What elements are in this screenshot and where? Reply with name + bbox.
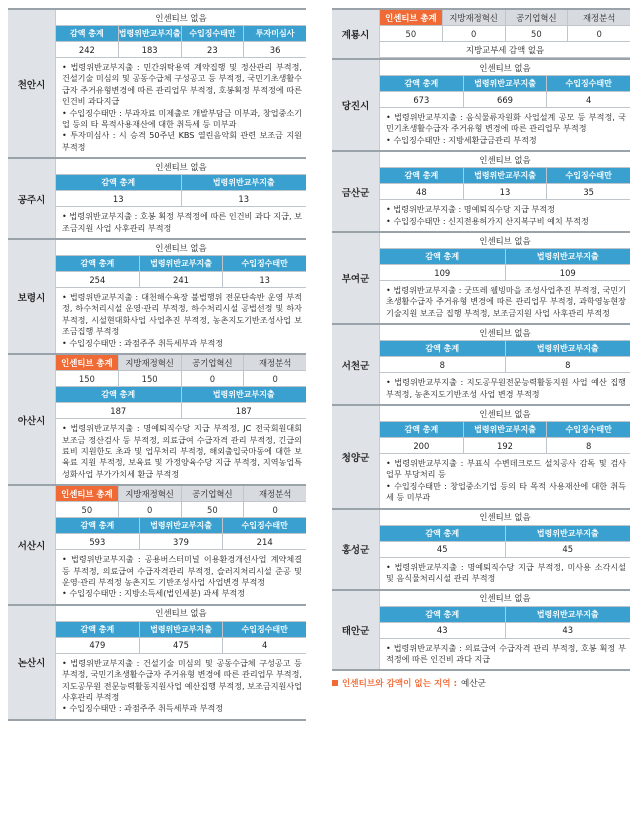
- reduction-header-row: [380, 76, 630, 92]
- region-notes: [380, 281, 630, 323]
- reduction-header-row-cell: 수입징수태만: [546, 422, 630, 437]
- region-notes: [56, 288, 306, 353]
- reduction-value-row-cell: 214: [222, 534, 306, 549]
- region-body: [380, 325, 630, 404]
- reduction-header-row-cell: 감액 총계: [380, 76, 463, 91]
- reduction-header-row-cell: 감액 총계: [56, 518, 139, 533]
- incentive-header-row: [56, 486, 306, 502]
- reduction-value-row-cell: 475: [139, 638, 223, 653]
- reduction-value-row-cell: 4: [222, 638, 306, 653]
- region-block: [332, 323, 630, 404]
- note-item: • 법령위반교부지출 : 민간위탁용역 계약집행 및 정산관리 부적정, 건설기술 미심의 및 공동수급체 구성공고 등 부적정, 국민기초생활수급자 주거유형변경에 따른 관리업무 부적정, 호봉획정 부적정에 따른 인건비 과다지급: [62, 62, 302, 107]
- region-block: [8, 604, 306, 721]
- no-incentive-row: [56, 159, 306, 175]
- region-notes: [56, 58, 306, 157]
- reduction-value-row-cell: 13: [181, 191, 307, 206]
- reduction-value-row: [56, 638, 306, 654]
- incentive-value-row-cell: 150: [118, 371, 181, 386]
- incentive-header-row-cell: 인센티브 총계: [380, 10, 442, 25]
- no-incentive-row: [380, 233, 630, 249]
- no-incentive-label: 인센티브 없음: [155, 12, 207, 23]
- note-item: • 투자미심사 : 시 승격 50주년 KBS 열린음악회 관련 보조금 지원 부적정: [62, 130, 302, 152]
- incentive-header-row: [380, 10, 630, 26]
- reduction-header-row-cell: 감액 총계: [380, 341, 505, 356]
- no-incentive-label: 인센티브 없음: [479, 327, 531, 338]
- region-name: 당진시: [332, 60, 380, 150]
- reduction-header-row-cell: 법령위반교부지출: [181, 175, 307, 190]
- incentive-value-row: [56, 502, 306, 518]
- region-name: 논산시: [8, 606, 56, 719]
- reduction-header-row-cell: 법령위반교부지출: [181, 387, 307, 402]
- reduction-header-row-cell: 법령위반교부지출: [463, 168, 547, 183]
- note-item: • 법령위반교부지출 : 굿뜨레 웰빙마을 조성사업추진 부적정, 국민기초생활수급자 주거유형 변경에 따른 관리업무 부적정, 과학영농현장기술지원 보조금 집행 부적정, 보조금지원 사업 사후관리 부적정: [386, 285, 626, 318]
- region-block: [8, 157, 306, 238]
- region-block: [332, 58, 630, 150]
- reduction-header-row-cell: 법령위반교부지출: [505, 607, 631, 622]
- reduction-value-row-cell: 35: [546, 184, 630, 199]
- region-block: [332, 150, 630, 231]
- incentive-header-row: [56, 355, 306, 371]
- incentive-value-row-cell: 50: [81, 504, 93, 515]
- region-block: [332, 404, 630, 508]
- note-item: • 법령위반교부지출 : 의료급여 수급자격 관리 부적정, 호봉 획정 부적정에 따른 인건비 과다 지급: [386, 642, 626, 664]
- reduction-value-row: [56, 403, 306, 419]
- region-name: 서천군: [332, 325, 380, 404]
- reduction-value-row-cell: 187: [181, 403, 307, 418]
- reduction-header-row-cell: 수입징수태만: [546, 168, 630, 183]
- reduction-header-row-cell: 법령위반교부지출: [505, 526, 631, 541]
- incentive-value-row-cell: 50: [181, 502, 244, 517]
- reduction-header-row: [56, 518, 306, 534]
- reduction-value-row-cell: 8: [546, 438, 630, 453]
- reduction-value-row: [380, 184, 630, 200]
- region-block: [8, 484, 306, 604]
- region-name: 청양군: [332, 406, 380, 508]
- reduction-header-row-cell: 수입징수태만: [546, 76, 630, 91]
- reduction-header-row-cell: 감액 총계: [380, 526, 505, 541]
- incentive-header-row-cell: 인센티브 총계: [56, 486, 118, 501]
- incentive-value-row: [380, 26, 630, 42]
- reduction-header-row: [380, 168, 630, 184]
- region-block: [332, 508, 630, 589]
- incentive-value-row-cell: 50: [505, 26, 568, 41]
- region-block: [8, 353, 306, 484]
- note-item: • 수입징수태만 : 지방세환급금관리 부적정: [386, 134, 537, 145]
- note-item: • 수입징수태만 : 부과자료 미제출로 개발부담금 미부과, 창업중소기업 등의 타 목적사용재산에 대한 취득세 등 미부과: [62, 107, 302, 130]
- incentive-value-row-cell: 0: [442, 26, 505, 41]
- reduction-header-row-cell: 감액 총계: [380, 249, 505, 264]
- reduction-header-row-cell: 법령위반교부지출: [463, 76, 547, 91]
- region-notes: [380, 639, 630, 670]
- no-incentive-row: [380, 510, 630, 526]
- region-body: [380, 233, 630, 323]
- region-body: [56, 240, 306, 353]
- incentive-value-row-cell: 0: [243, 502, 306, 517]
- reduction-value-row-cell: 241: [139, 272, 223, 287]
- reduction-header-row-cell: 감액 총계: [56, 175, 181, 190]
- reduction-header-row-cell: 수입징수태만: [181, 26, 244, 41]
- region-body: [380, 10, 630, 58]
- no-incentive-label: 인센티브 없음: [479, 593, 531, 603]
- incentive-header-row-cell: 재정분석: [243, 486, 306, 501]
- reduction-header-row-cell: 감액 총계: [380, 168, 463, 183]
- reduction-value-row: [380, 92, 630, 108]
- incentive-value-row-cell: 50: [405, 28, 417, 39]
- reduction-value-row: [380, 542, 630, 558]
- reduction-header-row-cell: 감액 총계: [56, 26, 118, 41]
- region-name: 홍성군: [332, 510, 380, 589]
- region-notes: [56, 207, 306, 238]
- note-item: • 수입징수태만 : 신지전용허가지 산지복구비 예치 부적정: [386, 215, 589, 226]
- region-block: [8, 8, 306, 157]
- region-body: [380, 510, 630, 589]
- region-block: [332, 589, 630, 672]
- region-body: [380, 591, 630, 670]
- incentive-value-row: [56, 371, 306, 387]
- reduction-header-row-cell: 수입징수태만: [222, 518, 306, 533]
- reduction-value-row-cell: 13: [222, 272, 306, 287]
- no-incentive-label: 인센티브 없음: [479, 62, 531, 73]
- reduction-header-row: [380, 607, 630, 623]
- no-incentive-row: [380, 152, 630, 168]
- incentive-header-row-cell: 지방재정혁신: [118, 486, 181, 501]
- no-incentive-row: [56, 240, 306, 256]
- incentive-value-row-cell: 150: [78, 373, 95, 384]
- reduction-header-row-cell: 법령위반교부지출: [505, 341, 631, 356]
- region-name: 태안군: [332, 591, 380, 670]
- reduction-value-row-cell: 479: [89, 640, 106, 651]
- note-item: • 법령위반교부지출 : 공용버스터미널 이용환경개선사업 계약체결 등 부적정, 의료급여 수급자격관리 부적정, 슬러지처리시설 준공 및 운영·관리 부적정 농촌지도 기반조성사업 사업변경 부적정: [62, 554, 302, 587]
- region-notes: [56, 419, 306, 484]
- reduction-value-row: [380, 357, 630, 373]
- reduction-header-row: [56, 256, 306, 272]
- reduction-header-row-cell: 법령위반교부지출: [139, 518, 223, 533]
- reduction-value-row-cell: 43: [505, 623, 631, 638]
- reduction-header-row-cell: 법령위반교부지출: [505, 249, 631, 264]
- reduction-value-row-cell: 43: [436, 625, 448, 635]
- no-incentive-label: 인센티브 없음: [479, 408, 531, 419]
- note-item: • 법령위반교부지출 : 부표식 수변데크로드 설치공사 감독 및 검사 업무 부당처리 등: [386, 458, 626, 480]
- no-incentive-row: [56, 10, 306, 26]
- reduction-value-row: [56, 42, 306, 58]
- region-notes: [380, 454, 630, 508]
- note-item: • 수입징수태만 : 지방소득세(법인세분) 과세 부적정: [62, 588, 246, 599]
- region-body: [380, 60, 630, 150]
- no-incentive-row: [380, 325, 630, 341]
- no-incentive-label: 인센티브 없음: [479, 154, 531, 165]
- right-column: [332, 8, 630, 689]
- reduction-value-row-cell: 254: [89, 274, 106, 285]
- incentive-header-row-cell: 공기업혁신: [505, 10, 568, 25]
- reduction-header-row: [380, 422, 630, 438]
- reduction-value-row-cell: 187: [110, 405, 127, 416]
- note-item: • 법령위반교부지출 : 호봉 획정 부적정에 따른 인건비 과다 지급, 보조금지원 사업 사후관리 부적정: [62, 211, 302, 233]
- note-item: • 법령위반교부지출 : 건설기술 미심의 및 공동수급체 구성공고 등 부적정, 국민기초생활수급자 주거유형 변경에 따른 관리업무 부적정, 지도공무원 전문능력활동지원사업 예산집행 부적정, 보조금지원사업 사후관리 부적정: [62, 657, 302, 702]
- reduction-header-row-cell: 감액 총계: [380, 607, 505, 622]
- incentive-value-row-cell: 0: [118, 502, 181, 517]
- no-incentive-label: 인센티브 없음: [155, 161, 207, 172]
- incentive-value-row-cell: 0: [181, 371, 244, 386]
- reduction-header-row-cell: 법령위반교부지출: [118, 26, 181, 41]
- reduction-header-row-cell: 감액 총계: [380, 422, 463, 437]
- footer-label: 인센티브와 감액이 없는 지역 :: [342, 679, 458, 690]
- reduction-header-row: [56, 622, 306, 638]
- reduction-value-row-cell: 593: [89, 536, 106, 547]
- region-body: [380, 152, 630, 231]
- region-name: 서산시: [8, 486, 56, 604]
- no-incentive-label: 인센티브 없음: [479, 512, 531, 523]
- note-item: • 법령위반교부지출 : 대천해수욕장 불법행위 전문단속반 운영 부적정, 하수처리시설 운영·관리 부적정, 하수처리시설 공법선정 및 하자 부적정, 시설현대화사업 사업추진 부적정, 농촌지도기반조성사업 보조금집행 부적정: [62, 292, 302, 337]
- region-body: [56, 606, 306, 719]
- reduction-value-row-cell: 23: [181, 42, 244, 57]
- region-name: 계룡시: [332, 10, 380, 58]
- reduction-header-row-cell: 수입징수태만: [222, 256, 306, 271]
- region-block: [8, 238, 306, 353]
- reduction-header-row: [380, 249, 630, 265]
- region-name: 보령시: [8, 240, 56, 353]
- reduction-header-row-cell: 감액 총계: [56, 256, 139, 271]
- no-incentive-row: [380, 60, 630, 76]
- reduction-header-row-cell: 법령위반교부지출: [463, 422, 547, 437]
- reduction-value-row-cell: 8: [439, 359, 445, 370]
- region-notes: [380, 108, 630, 150]
- region-body: [380, 406, 630, 508]
- note-item: • 법령위반교부지출 : 지도공무원전문능력활동지원 사업 예산 집행 부적정, 농촌지도기반조성 사업 변경 부적정: [386, 377, 626, 399]
- no-incentive-row: [380, 591, 630, 607]
- reduction-value-row-cell: 36: [243, 42, 306, 57]
- region-name: 금산군: [332, 152, 380, 231]
- note-item: • 법령위반교부지출 : 명예퇴직수당 지급 부적정: [386, 204, 555, 215]
- footer-value: 예산군: [461, 679, 486, 690]
- no-incentive-label: 인센티브 없음: [479, 235, 531, 246]
- reduction-header-row: [56, 26, 306, 42]
- reduction-header-row-cell: 수입징수태만: [222, 622, 306, 637]
- no-incentive-row: [56, 606, 306, 622]
- reduction-value-row: [380, 438, 630, 454]
- reduction-value-row-cell: 192: [463, 438, 547, 453]
- right-blocks: [332, 8, 630, 671]
- incentive-value-row-cell: 0: [567, 26, 630, 41]
- region-block: [332, 231, 630, 323]
- reduction-value-row-cell: 48: [416, 186, 427, 197]
- region-name: 부여군: [332, 233, 380, 323]
- reduction-value-row: [380, 265, 630, 281]
- reduction-value-row-cell: 673: [413, 94, 430, 105]
- reduction-header-row-cell: 법령위반교부지출: [139, 622, 223, 637]
- reduction-header-row: [380, 526, 630, 542]
- note-item: • 법령위반교부지출 : 음식물류자원화 사업설계 공모 등 부적정, 국민기초생활수급자 주거유형 변경에 따른 관리업무 부적정: [386, 112, 626, 134]
- incentive-header-row-cell: 지방재정혁신: [118, 355, 181, 370]
- note-item: • 수입징수태만 : 과점주주 취득세부과 부적정: [62, 703, 224, 714]
- reduction-header-row-cell: 법령위반교부지출: [139, 256, 223, 271]
- reduction-value-row-cell: 242: [78, 44, 95, 55]
- reduction-value-row-cell: 200: [413, 440, 430, 451]
- reduction-value-row-cell: 183: [118, 42, 181, 57]
- reduction-value-row-cell: 45: [505, 542, 631, 557]
- region-body: [56, 355, 306, 484]
- reduction-header-row-cell: 감액 총계: [56, 387, 181, 402]
- no-reduction-label: 지방교부세 감액 없음: [465, 44, 545, 55]
- note-item: • 수입징수태만 : 과점주주 취득세부과 부적정: [62, 337, 224, 348]
- region-notes: [56, 550, 306, 604]
- region-block: [332, 8, 630, 58]
- reduction-value-row-cell: 379: [139, 534, 223, 549]
- reduction-value-row-cell: 13: [463, 184, 547, 199]
- region-body: [56, 10, 306, 157]
- reduction-value-row-cell: 669: [463, 92, 547, 107]
- no-incentive-label: 인센티브 없음: [155, 242, 207, 253]
- reduction-value-row-cell: 45: [436, 544, 448, 555]
- reduction-value-row-cell: 109: [505, 265, 631, 280]
- left-column: [8, 8, 306, 721]
- region-notes: [380, 200, 630, 231]
- no-incentive-row: [380, 406, 630, 422]
- reduction-header-row-cell: 투자미심사: [243, 26, 306, 41]
- incentive-header-row-cell: 지방재정혁신: [442, 10, 505, 25]
- region-name: 공주시: [8, 159, 56, 238]
- region-notes: [380, 373, 630, 404]
- no-reduction-row: [380, 42, 630, 58]
- reduction-value-row: [56, 534, 306, 550]
- bullet-square-icon: [332, 680, 338, 686]
- region-body: [56, 486, 306, 604]
- incentive-header-row-cell: 재정분석: [243, 355, 306, 370]
- incentive-value-row-cell: 0: [243, 371, 306, 386]
- incentive-header-row-cell: 재정분석: [567, 10, 630, 25]
- reduction-header-row: [56, 387, 306, 403]
- incentive-header-row-cell: 공기업혁신: [181, 486, 244, 501]
- incentive-header-row-cell: 공기업혁신: [181, 355, 244, 370]
- region-notes: [56, 654, 306, 719]
- no-incentive-label: 인센티브 없음: [155, 608, 207, 619]
- reduction-value-row-cell: 4: [546, 92, 630, 107]
- reduction-value-row-cell: 109: [434, 267, 451, 278]
- reduction-value-row-cell: 8: [505, 357, 631, 372]
- reduction-value-row: [56, 272, 306, 288]
- reduction-value-row: [56, 191, 306, 207]
- footer-note: [332, 677, 630, 689]
- note-item: • 수입징수태만 : 창업중소기업 등의 타 목적 사용재산에 대한 취득세 등 미부과: [386, 480, 626, 503]
- region-name: 아산시: [8, 355, 56, 484]
- region-name: 천안시: [8, 10, 56, 157]
- note-item: • 법령위반교부지출 : 명예퇴직수당 지급 부적정, 미사용 소각시설 및 음식물처리시설 관리 부적정: [386, 561, 626, 584]
- reduction-header-row-cell: 감액 총계: [56, 622, 139, 637]
- region-body: [56, 159, 306, 238]
- reduction-header-row: [380, 341, 630, 357]
- region-notes: [380, 558, 630, 589]
- reduction-value-row-cell: 13: [112, 193, 124, 204]
- note-item: • 법령위반교부지출 : 명예퇴직수당 지급 부적정, JC 전국회원대회 보조금 정산검사 등 부적정, 의료급여 수급자격 관리 부적정, 긴급의료비 지원한도 초과 및 업무처리 부적정, 해외출입국마동에 대한 보육료 지원 부적정, 보육료 및 가정양육수당 지급 부적정, 지역농업특성화사업 부가가치세 환급 부적정: [62, 423, 302, 479]
- incentive-header-row-cell: 인센티브 총계: [56, 355, 118, 370]
- reduction-value-row: [380, 623, 630, 639]
- reduction-header-row: [56, 175, 306, 191]
